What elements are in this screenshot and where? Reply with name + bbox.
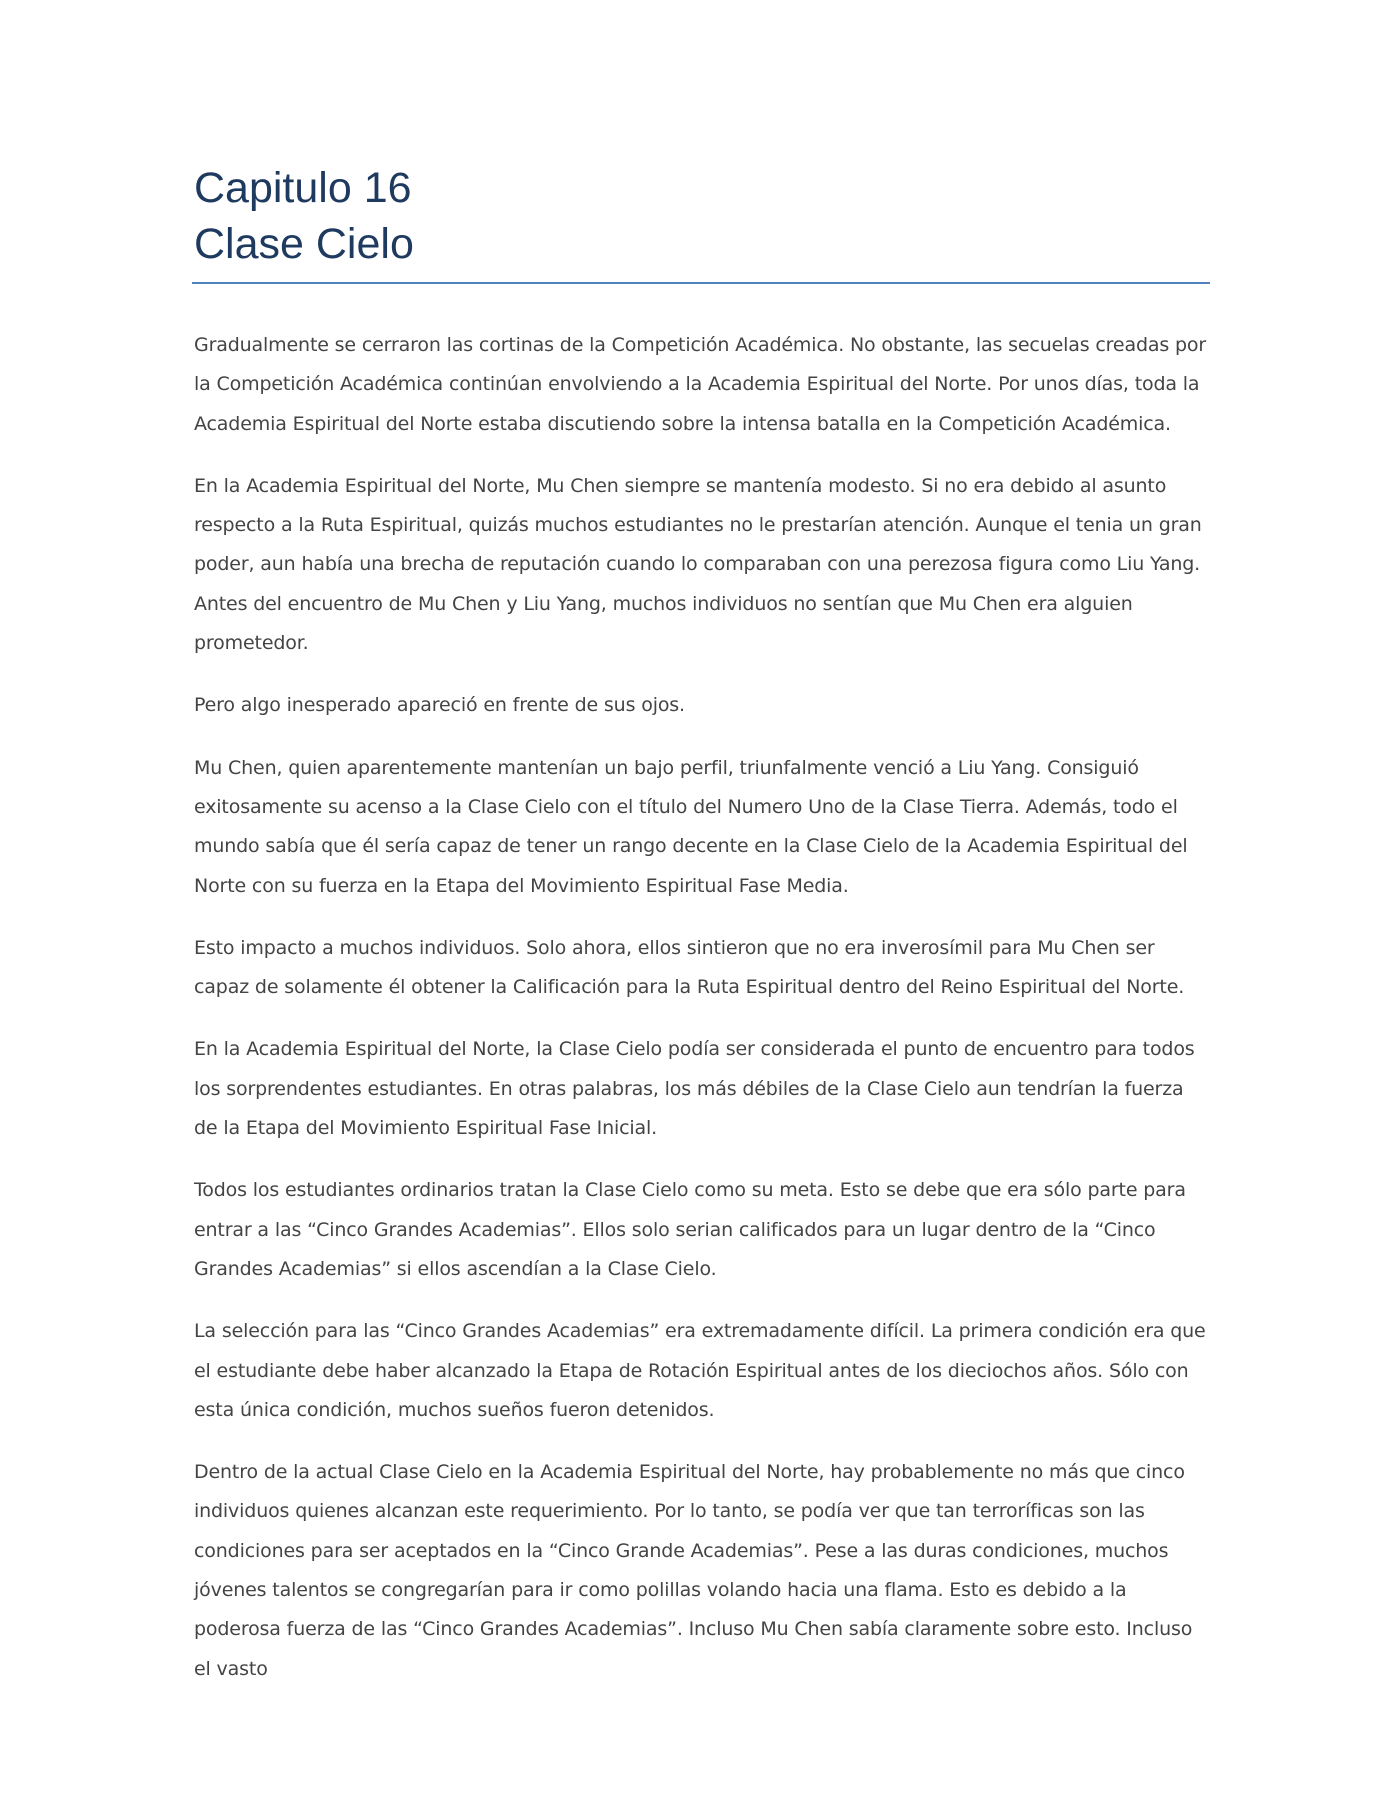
paragraph: En la Academia Espiritual del Norte, Mu Chen siempre se mantenía modesto. Si no era debido al asunto respecto a la Ruta Espiritual, quizás muchos estudiantes no le prestarían atención. Aunque el tenia un gran poder, aun había una brecha de reputación cuando lo comparaban con una perezosa figura como Liu Yang. Antes del encuentro de Mu Chen y Liu Yang, muchos individuos no sentían que Mu Chen era alguien prometedor.	[194, 474, 1202, 655]
chapter-body	[194, 326, 1210, 1712]
paragraph: Gradualmente se cerraron las cortinas de la Competición Académica. No obstante, las secuelas creadas por la Competición Académica continúan envolviendo a la Academia Espiritual del Norte. Por unos días, toda la Academia Espiritual del Norte estaba discutiendo sobre la intensa batalla en la Competición Académica.	[194, 334, 1207, 435]
paragraph: Dentro de la actual Clase Cielo en la Academia Espiritual del Norte, hay probablemente no más que cinco individuos quienes alcanzan este requerimiento. Por lo tanto, se podía ver que tan terroríficas son las condiciones para ser aceptados en la “Cinco Grande Academias”. Pese a las duras condiciones, muchos jóvenes talentos se congregarían para ir como polillas volando hacia una flama. Esto es debido a la poderosa fuerza de las “Cinco Grandes Academias”. Incluso Mu Chen sabía claramente sobre esto. Incluso el vasto	[194, 1461, 1193, 1680]
chapter-name: Clase Cielo	[194, 220, 414, 268]
paragraph: En la Academia Espiritual del Norte, la Clase Cielo podía ser considerada el punto de encuentro para todos los sorprendentes estudiantes. En otras palabras, los más débiles de la Clase Cielo aun tendrían la fuerza de la Etapa del Movimiento Espiritual Fase Inicial.	[194, 1038, 1195, 1140]
paragraph: Esto impacto a muchos individuos. Solo ahora, ellos sintieron que no era inverosímil para Mu Chen ser capaz de solamente él obtener la Calificación para la Ruta Espiritual dentro del Reino Espiritual del Norte.	[194, 936, 1185, 999]
title-underline	[192, 282, 1210, 284]
paragraph: La selección para las “Cinco Grandes Academias” era extremadamente difícil. La primera condición era que el estudiante debe haber alcanzado la Etapa de Rotación Espiritual antes de los dieciochos años. Sólo con esta única condición, muchos sueños fueron detenidos.	[194, 1320, 1206, 1421]
paragraph: Todos los estudiantes ordinarios tratan la Clase Cielo como su meta. Esto se debe que era sólo parte para entrar a las “Cinco Grandes Academias”. Ellos solo serian calificados para un lugar dentro de la “Cinco Grandes Academias” si ellos ascendían a la Clase Cielo.	[194, 1179, 1186, 1280]
chapter-number: Capitulo 16	[194, 164, 412, 212]
paragraph: Pero algo inesperado apareció en frente de sus ojos.	[194, 694, 685, 717]
chapter-title	[194, 160, 1210, 272]
paragraph: Mu Chen, quien aparentemente mantenían un bajo perfil, triunfalmente venció a Liu Yang. Consiguió exitosamente su acenso a la Clase Cielo con el título del Numero Uno de la Clase Tierra. Además, todo el mundo sabía que él sería capaz de tener un rango decente en la Clase Cielo de la Academia Espiritual del Norte con su fuerza en la Etapa del Movimiento Espiritual Fase Media.	[194, 756, 1188, 897]
